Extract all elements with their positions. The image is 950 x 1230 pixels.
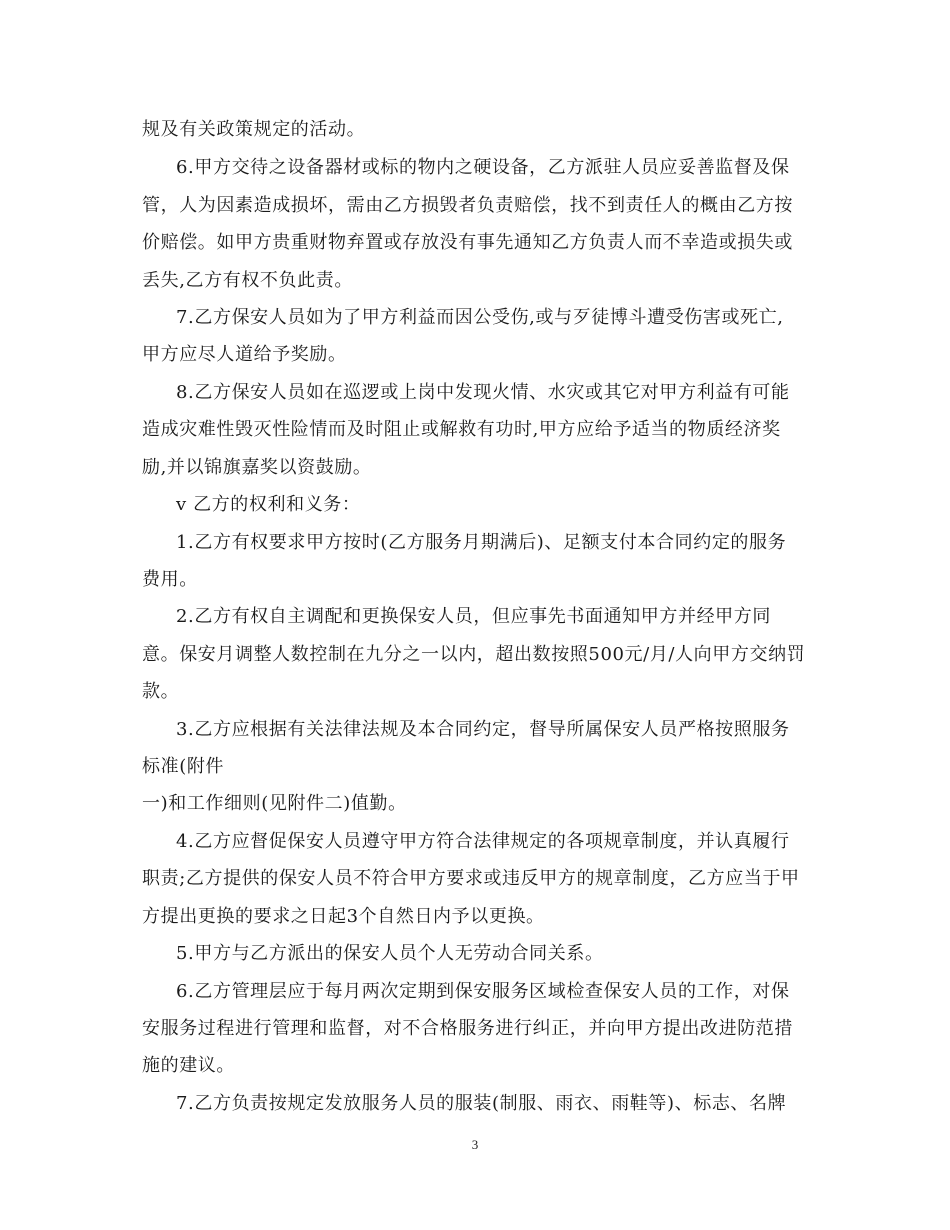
text-line: 励,并以锦旗嘉奖以资鼓励。 — [142, 457, 372, 478]
text-line: 价赔偿。如甲方贵重财物弃置或存放没有事先通知乙方负责人而不幸造或损失或 — [142, 232, 793, 253]
text-line: 7.乙方保安人员如为了甲方利益而因公受伤,或与歹徒博斗遭受伤害或死亡, — [176, 307, 784, 328]
text-line: 职责;乙方提供的保安人员不符合甲方要求或违反甲方的规章制度，乙方应当于甲 — [142, 868, 800, 889]
text-line: 7.乙方负责按规定发放服务人员的服装(制服、雨衣、雨鞋等)、标志、名牌 — [176, 1093, 787, 1114]
page-number: 3 — [471, 1137, 479, 1152]
text-line: 意。保安月调整人数控制在九分之一以内，超出数按照500元/月/人向甲方交纳罚 — [142, 644, 806, 665]
text-line: 标准(附件 — [142, 756, 225, 777]
text-line: 1.乙方有权要求甲方按时(乙方服务月期满后)、足额支付本合同约定的服务 — [176, 532, 787, 553]
text-line: 施的建议。 — [142, 1055, 235, 1076]
text-line: 2.乙方有权自主调配和更换保安人员，但应事先书面通知甲方并经甲方同 — [176, 606, 771, 627]
text-line: 安服务过程进行管理和监督，对不合格服务进行纠正，并向甲方提出改进防范措 — [142, 1018, 793, 1039]
text-line: 造成灾难性毁灭性险情而及时阻止或解救有功时,甲方应给予适当的物质经济奖 — [142, 419, 781, 440]
text-line: 4.乙方应督促保安人员遵守甲方符合法律规定的各项规章制度，并认真履行 — [176, 831, 790, 852]
text-line: 5.甲方与乙方派出的保安人员个人无劳动合同关系。 — [176, 943, 604, 964]
text-line: 一)和工作细则(见附件二)值勤。 — [142, 793, 407, 814]
text-line: 丢失,乙方有权不负此责。 — [142, 270, 353, 291]
text-line: 甲方应尽人道给予奖励。 — [142, 344, 347, 365]
section-heading: v 乙方的权利和义务： — [176, 494, 361, 515]
text-line: 6.甲方交待之设备器材或标的物内之硬设备，乙方派驻人员应妥善监督及保 — [176, 157, 790, 178]
text-line: 8.乙方保安人员如在巡逻或上岗中发现火情、水灾或其它对甲方利益有可能 — [176, 382, 790, 403]
text-line: 管，人为因素造成损坏，需由乙方损毁者负责赔偿，找不到责任人的概由乙方按 — [142, 195, 793, 216]
text-line: 方提出更换的要求之日起3个自然日内予以更换。 — [142, 906, 545, 927]
text-line: 3.乙方应根据有关法律法规及本合同约定，督导所属保安人员严格按照服务 — [176, 719, 790, 740]
text-line: 款。 — [142, 681, 180, 702]
text-line: 规及有关政策规定的活动。 — [142, 119, 366, 140]
text-line: 6.乙方管理层应于每月两次定期到保安服务区域检查保安人员的工作，对保 — [176, 981, 790, 1002]
text-line: 费用。 — [142, 569, 198, 590]
